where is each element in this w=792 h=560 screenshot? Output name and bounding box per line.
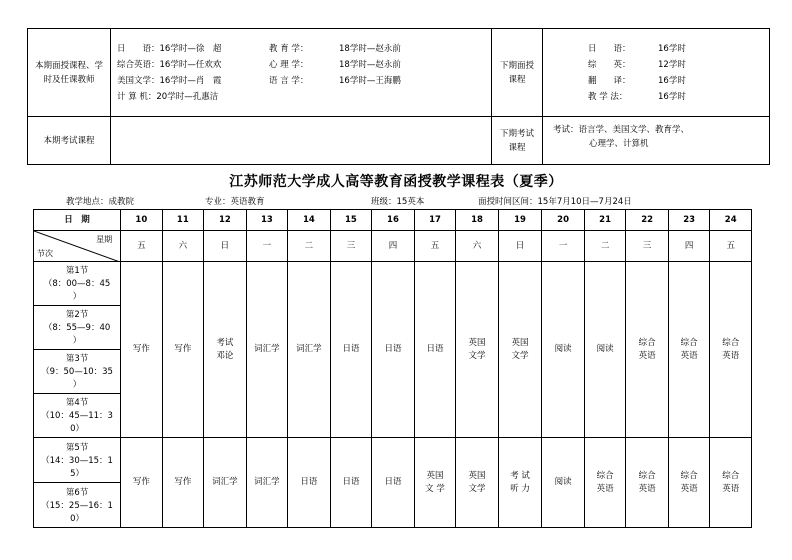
date-value: 14 <box>303 214 315 225</box>
course-name: 英国 <box>511 337 529 348</box>
course-name: 综合 <box>722 337 740 348</box>
current-courses-label-cell <box>28 29 111 117</box>
time-slot-cell <box>34 262 121 306</box>
course-name: 日语 <box>384 344 402 354</box>
weekday-cell <box>710 231 752 262</box>
course-name: 阅读 <box>554 344 572 354</box>
next-course-hours: 16学时 <box>658 91 686 102</box>
date-cell <box>498 210 542 231</box>
major: 专业：英语教育 <box>205 197 265 207</box>
course-cell <box>204 438 247 528</box>
next-exam-label: 下期考试课程 <box>499 128 534 153</box>
weekday-cell <box>162 231 204 262</box>
next-exam-line1: 考试：语言学、美国文学、教育学、 <box>553 125 690 135</box>
date-value: 23 <box>683 214 696 225</box>
date-value: 21 <box>599 214 612 225</box>
current-course-row <box>117 57 485 73</box>
next-course-row <box>588 57 769 73</box>
weekday-value: 三 <box>346 240 356 251</box>
date-label: 日 期 <box>64 214 90 225</box>
weekday-value: 六 <box>472 240 482 251</box>
course-cell <box>456 438 499 528</box>
next-exam-cell <box>543 117 770 165</box>
next-course-hours: 12学时 <box>658 59 686 70</box>
weekday-cell <box>330 231 372 262</box>
date-value: 13 <box>260 214 273 225</box>
date-value: 10 <box>135 214 148 225</box>
next-course-subject: 教 学 法： <box>588 91 628 102</box>
course-name: 综合 <box>680 337 698 348</box>
course-cell <box>162 262 204 438</box>
course-name: 写作 <box>174 344 192 354</box>
course-name: 综合 <box>638 470 656 481</box>
slot-time: （9：50—10：35 <box>41 367 113 377</box>
exam-courses-cell <box>111 117 492 165</box>
weekday-value: 五 <box>137 240 146 251</box>
course-name: 英语 <box>722 350 740 361</box>
weekday-cell <box>121 231 163 262</box>
slot-name: 第6节 <box>65 487 89 498</box>
weekday-cell <box>584 231 626 262</box>
slot-time-end: ） <box>72 336 82 346</box>
current-course-left: 美国文学：16学时—肖 霞 <box>117 75 222 86</box>
slot-name: 第2节 <box>65 310 89 320</box>
current-course-row <box>117 73 485 89</box>
slot-time-end: 0） <box>70 424 84 434</box>
course-name: 日语 <box>300 477 318 487</box>
weekday-cell <box>456 231 499 262</box>
time-slot-cell <box>34 438 121 483</box>
date-value: 12 <box>218 214 231 225</box>
course-name: 词汇学 <box>296 344 322 354</box>
course-cell <box>456 262 499 438</box>
course-name: 阅读 <box>554 477 572 487</box>
course-name: 英语 <box>680 483 698 494</box>
date-value: 11 <box>176 214 189 225</box>
course-name: 考 试 <box>510 470 530 481</box>
course-cell <box>372 262 415 438</box>
course-name: 综合 <box>638 337 656 348</box>
date-cell <box>542 210 585 231</box>
slot-time: （15：25—16：1 <box>41 500 113 511</box>
weekday-cell <box>204 231 247 262</box>
course-name: 写作 <box>174 477 192 487</box>
date-cell <box>372 210 415 231</box>
course-name: 文学 <box>468 350 486 361</box>
date-cell <box>414 210 456 231</box>
course-cell <box>121 438 163 528</box>
current-course-right-subject: 语 言 学： <box>269 75 309 86</box>
date-value: 19 <box>514 214 526 225</box>
weekday-row <box>34 231 752 262</box>
weekday-value: 四 <box>388 240 398 251</box>
slot-time: （10：45—11：3 <box>41 411 113 421</box>
current-course-right-subject: 教 育 学： <box>269 43 309 54</box>
course-cell <box>542 438 585 528</box>
weekday-value: 二 <box>600 240 610 251</box>
current-course-left: 计 算 机：20学时—孔惠洁 <box>117 91 219 102</box>
current-course-left: 日 语：16学时—徐 超 <box>117 43 222 54</box>
course-name: 英语 <box>722 483 740 494</box>
time-slot-cell <box>34 306 121 350</box>
course-name: 写作 <box>132 477 150 487</box>
slot-name: 第3节 <box>65 354 89 364</box>
teaching-period: 面授时间区间：15年7月10日—7月24日 <box>478 197 632 207</box>
slot-time: （8：55—9：40 <box>43 323 111 333</box>
date-value: 22 <box>641 214 654 225</box>
date-value: 17 <box>429 214 441 225</box>
course-name: 综合 <box>680 470 698 481</box>
weekday-cell <box>668 231 710 262</box>
weekday-value: 四 <box>684 240 694 251</box>
slot-time-end: 0） <box>70 513 84 524</box>
next-course-subject: 日 语： <box>588 43 631 54</box>
class-name: 班级：15英本 <box>371 197 425 207</box>
next-course-subject: 翻 译： <box>588 75 631 86</box>
current-course-right-hours: 18学时—赵永前 <box>339 59 401 70</box>
course-name: 写作 <box>132 344 150 354</box>
weekday-cell <box>288 231 331 262</box>
course-cell <box>288 262 331 438</box>
next-courses-label-cell <box>492 29 543 117</box>
course-cell <box>668 262 710 438</box>
page-title: 江苏师范大学成人高等教育函授教学课程表（夏季） <box>229 174 563 190</box>
course-cell <box>121 262 163 438</box>
date-cell <box>204 210 247 231</box>
course-name: 英国 <box>468 470 486 481</box>
course-cell <box>626 438 669 528</box>
weekday-cell <box>498 231 542 262</box>
weekday-value: 三 <box>642 240 652 251</box>
next-course-row <box>588 89 769 105</box>
weekday-cell <box>246 231 288 262</box>
course-name: 综合 <box>596 470 614 481</box>
current-course-left: 综合英语：16学时—任欢欢 <box>117 59 222 70</box>
course-name: 日语 <box>426 344 444 354</box>
date-cell <box>246 210 288 231</box>
course-cell <box>668 438 710 528</box>
date-value: 16 <box>387 214 399 225</box>
current-course-row <box>117 89 485 105</box>
current-course-row <box>117 41 485 57</box>
course-name: 文学 <box>468 483 486 494</box>
course-cell <box>372 438 415 528</box>
course-name: 考试 <box>216 337 234 348</box>
meta-row <box>0 195 792 207</box>
slot-name: 第4节 <box>65 398 89 408</box>
current-courses-label: 本期面授课程、学时及任课教师 <box>34 60 103 85</box>
date-cell <box>668 210 710 231</box>
slot-time-end: ） <box>72 292 82 302</box>
weekday-value: 五 <box>726 240 735 251</box>
exam-courses-label: 本期考试课程 <box>43 135 95 146</box>
course-cell <box>710 438 752 528</box>
next-course-hours: 16学时 <box>658 75 686 86</box>
exam-courses-label-cell <box>28 117 111 165</box>
course-cell <box>330 262 372 438</box>
date-value: 18 <box>471 214 483 225</box>
course-name: 英语 <box>680 350 698 361</box>
time-slot-cell <box>34 483 121 528</box>
date-cell <box>626 210 669 231</box>
course-name: 英语 <box>596 483 614 494</box>
weekday-label: 星期 <box>96 235 113 244</box>
course-name: 文学 <box>511 350 529 361</box>
slot-time: （8：00—8：45 <box>43 279 111 289</box>
course-cell <box>288 438 331 528</box>
date-cell <box>288 210 331 231</box>
slot-time: （14：30—15：1 <box>41 455 113 466</box>
date-cell <box>162 210 204 231</box>
course-cell <box>498 262 542 438</box>
course-name: 日语 <box>342 344 360 354</box>
weekday-cell <box>414 231 456 262</box>
time-slot-cell <box>34 350 121 394</box>
course-name: 阅读 <box>596 344 614 354</box>
date-value: 20 <box>557 214 569 225</box>
course-name: 词汇学 <box>212 477 238 487</box>
next-courses-cell <box>543 29 770 117</box>
course-cell <box>498 438 542 528</box>
date-cell <box>584 210 626 231</box>
course-cell <box>542 262 585 438</box>
course-cell <box>204 262 247 438</box>
next-course-subject: 综 英： <box>588 59 631 70</box>
slot-time-end: ） <box>72 380 82 390</box>
slot-name: 第1节 <box>65 266 89 276</box>
course-name: 听 力 <box>510 483 530 494</box>
date-cell <box>710 210 752 231</box>
weekday-value: 一 <box>262 240 272 251</box>
time-slot-cell <box>34 394 121 438</box>
course-name: 综合 <box>722 470 740 481</box>
course-name: 英国 <box>426 470 444 481</box>
teaching-location: 教学地点：成教院 <box>66 197 135 207</box>
weekday-value: 五 <box>430 240 440 251</box>
weekday-cell <box>372 231 415 262</box>
course-name: 英国 <box>468 337 486 348</box>
course-name: 邓论 <box>216 350 234 361</box>
date-cell <box>330 210 372 231</box>
current-course-right-subject: 心 理 学： <box>269 59 309 70</box>
weekday-value: 二 <box>304 240 314 251</box>
course-name: 日语 <box>384 477 402 487</box>
course-cell <box>710 262 752 438</box>
course-info-table <box>27 28 770 165</box>
course-cell <box>162 438 204 528</box>
date-row <box>34 210 752 231</box>
course-cell <box>414 262 456 438</box>
weekday-cell <box>626 231 669 262</box>
date-cell <box>456 210 499 231</box>
next-course-row <box>588 73 769 89</box>
weekday-value: 日 <box>220 240 230 251</box>
course-name: 英语 <box>638 350 656 361</box>
current-course-right-hours: 16学时—王海鹏 <box>339 75 401 86</box>
course-cell <box>626 262 669 438</box>
course-cell <box>414 438 456 528</box>
course-cell <box>584 438 626 528</box>
course-cell <box>246 438 288 528</box>
slot-row <box>34 438 752 483</box>
slot-time-end: 5） <box>70 468 84 479</box>
course-cell <box>330 438 372 528</box>
course-name: 日语 <box>342 477 360 487</box>
current-course-right-hours: 18学时—赵永前 <box>339 43 401 54</box>
next-course-hours: 16学时 <box>658 43 686 54</box>
weekday-value: 一 <box>558 240 568 251</box>
weekday-slot-corner-cell <box>34 231 121 262</box>
course-cell <box>246 262 288 438</box>
course-name: 英语 <box>638 483 656 494</box>
slot-row <box>34 262 752 306</box>
course-cell <box>584 262 626 438</box>
schedule-table <box>33 209 752 528</box>
current-courses-cell <box>111 29 492 117</box>
course-name: 词汇学 <box>254 344 280 354</box>
course-name: 词汇学 <box>254 477 280 487</box>
slot-name: 第5节 <box>65 442 89 453</box>
date-label-cell <box>34 210 121 231</box>
date-value: 24 <box>724 214 737 225</box>
date-value: 15 <box>345 214 357 225</box>
weekday-value: 日 <box>515 240 525 251</box>
next-courses-label: 下期面授课程 <box>499 60 534 85</box>
next-exam-line2: 心理学、计算机 <box>589 139 649 149</box>
next-course-row <box>588 41 769 57</box>
weekday-value: 六 <box>178 240 188 251</box>
course-name: 文 学 <box>425 483 445 494</box>
date-cell <box>121 210 163 231</box>
next-exam-label-cell <box>492 117 543 165</box>
slot-label: 节次 <box>37 249 53 258</box>
weekday-cell <box>542 231 585 262</box>
